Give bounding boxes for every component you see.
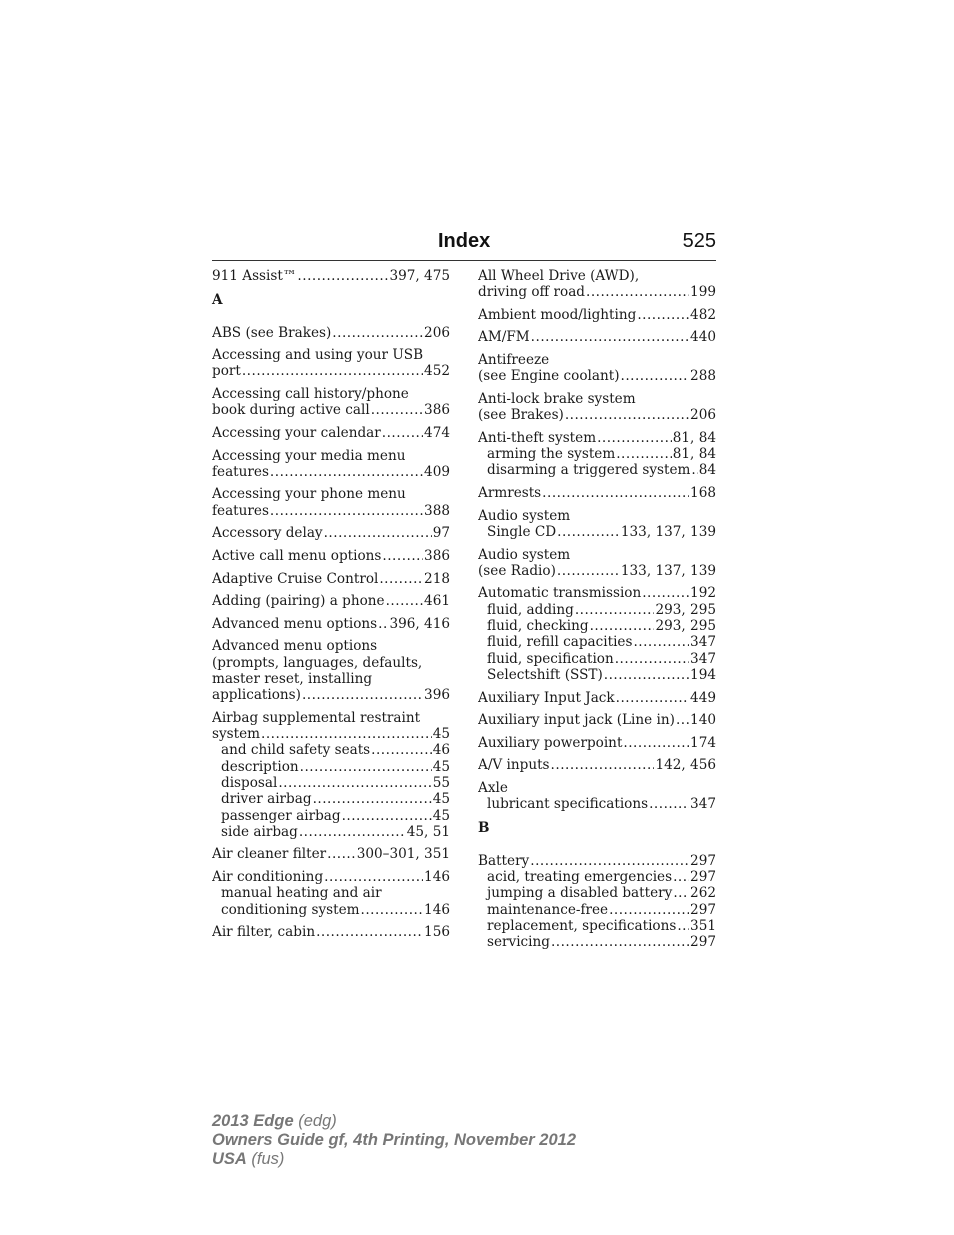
entry-term: Automatic transmission — [478, 585, 642, 602]
index-entry — [478, 712, 716, 728]
index-entry — [212, 710, 450, 840]
dot-leader — [673, 869, 689, 885]
entry-term: Auxiliary Input Jack — [478, 689, 615, 706]
index-entry — [212, 347, 450, 380]
entry-page-refs: 133, 137, 139 — [620, 562, 716, 579]
entry-term: Air conditioning — [212, 869, 324, 886]
index-subentry-line — [478, 618, 716, 634]
index-subentry-line — [212, 742, 450, 758]
dot-leader — [371, 402, 423, 418]
dot-leader — [542, 485, 689, 501]
entry-page-refs: 386 — [424, 547, 450, 564]
dot-leader — [586, 284, 689, 300]
index-entry-line — [212, 363, 450, 379]
entry-page-refs: 300–301, 351 — [356, 846, 450, 863]
entry-page-refs: 262 — [690, 885, 716, 902]
entry-page-refs: 397, 475 — [389, 268, 450, 284]
index-entry — [212, 924, 450, 940]
entry-page-refs: 351 — [690, 917, 716, 934]
index-subentry-line — [478, 602, 716, 618]
index-entry-line — [212, 548, 450, 564]
entry-term: passenger airbag — [221, 807, 341, 824]
dot-leader — [316, 924, 423, 940]
index-entry — [212, 846, 450, 862]
entry-page-refs: 297 — [690, 852, 716, 869]
entry-page-refs: 174 — [690, 734, 716, 751]
index-subentry-line — [478, 667, 716, 683]
index-entry — [478, 307, 716, 323]
entry-term: (see Brakes) — [478, 407, 564, 424]
index-section-letter: B — [478, 820, 490, 837]
index-entry-line — [212, 869, 450, 885]
entry-page-refs: 206 — [424, 324, 450, 341]
index-subentry-line — [478, 524, 716, 540]
index-entry — [212, 486, 450, 519]
entry-term: jumping a disabled battery — [487, 885, 673, 902]
entry-term: fluid, adding — [487, 601, 574, 618]
index-entry-line — [478, 329, 716, 345]
entry-term: Adaptive Cruise Control — [212, 570, 379, 587]
entry-page-refs: 206 — [690, 407, 716, 424]
entry-term: features — [212, 502, 269, 519]
index-subentry-line — [478, 918, 716, 934]
entry-page-refs: 474 — [424, 424, 450, 441]
index-column-right — [478, 268, 716, 957]
entry-term: features — [212, 463, 269, 480]
entry-page-refs: 46 — [432, 742, 450, 759]
entry-page-refs: 146 — [424, 901, 450, 918]
entry-term: book during active call — [212, 402, 370, 419]
index-entry — [212, 593, 450, 609]
entry-page-refs: 140 — [690, 712, 716, 729]
index-subentry-line — [212, 824, 450, 840]
index-subentry-line — [478, 885, 716, 901]
index-entry-line — [212, 726, 450, 742]
entry-term: fluid, checking — [487, 618, 589, 635]
index-entry-line — [478, 430, 716, 446]
entry-term: All Wheel Drive (AWD), — [478, 268, 640, 284]
entry-term: applications) — [212, 687, 301, 704]
dot-leader — [327, 846, 356, 862]
index-entry-line — [212, 655, 450, 671]
dot-leader — [551, 757, 655, 773]
dot-leader — [297, 268, 388, 284]
entry-term: Accessing your media menu — [212, 447, 406, 464]
index-entry — [478, 853, 716, 951]
footer-model-code: (edg) — [293, 1112, 337, 1130]
index-entry-line — [212, 571, 450, 587]
index-subentry-line — [212, 759, 450, 775]
entry-page-refs: 45, 51 — [406, 823, 450, 840]
index-entry-line — [478, 690, 716, 706]
index-subentry-line — [212, 791, 450, 807]
index-column-left — [212, 268, 450, 947]
index-entry — [478, 352, 716, 385]
entry-page-refs: 297 — [690, 901, 716, 918]
entry-page-refs: 45 — [432, 758, 450, 775]
entry-term: A/V inputs — [478, 757, 550, 774]
entry-term: (prompts, languages, defaults, — [212, 654, 423, 671]
entry-page-refs: 347 — [690, 634, 716, 651]
page-number: 525 — [682, 230, 716, 252]
entry-page-refs: 461 — [424, 593, 450, 610]
entry-page-refs: 293, 295 — [655, 601, 716, 618]
index-entry-line — [478, 757, 716, 773]
entry-page-refs: 45 — [432, 807, 450, 824]
dot-leader — [324, 869, 423, 885]
entry-term: (see Engine coolant) — [478, 368, 620, 385]
entry-term: disposal — [221, 774, 278, 791]
index-entry-line — [478, 712, 716, 728]
entry-term: Antifreeze — [478, 352, 550, 369]
entry-page-refs: 218 — [424, 570, 450, 587]
dot-leader — [270, 464, 423, 480]
entry-term: Airbag supplemental restraint — [212, 709, 421, 726]
entry-term: Advanced menu options — [212, 638, 378, 655]
dot-leader — [691, 462, 697, 478]
index-subentry-line — [478, 902, 716, 918]
index-entry-line — [212, 616, 450, 632]
index-entry — [212, 525, 450, 541]
entry-page-refs: 194 — [690, 666, 716, 683]
entry-term: Auxiliary powerpoint — [478, 734, 623, 751]
entry-page-refs: 97 — [432, 525, 450, 542]
index-entry-line — [212, 638, 450, 654]
footer-market-code: (fus) — [246, 1150, 285, 1168]
entry-term: Accessory delay — [212, 525, 323, 542]
entry-term: Armrests — [478, 485, 542, 502]
index-entry — [478, 547, 716, 580]
index-entry — [478, 391, 716, 424]
entry-term: Single CD — [487, 523, 557, 540]
entry-term: Air filter, cabin — [212, 924, 316, 941]
index-entry — [212, 616, 450, 632]
dot-leader — [313, 791, 432, 807]
entry-page-refs: 409 — [424, 463, 450, 480]
dot-leader — [557, 563, 620, 579]
index-subentry-line — [478, 462, 716, 478]
dot-leader — [575, 602, 655, 618]
index-entry-line — [212, 402, 450, 418]
dot-leader — [565, 407, 689, 423]
dot-leader — [676, 712, 689, 728]
index-entry-line — [212, 386, 450, 402]
dot-leader — [302, 687, 423, 703]
entry-page-refs: 347 — [690, 650, 716, 667]
entry-term: driving off road — [478, 284, 586, 301]
entry-page-refs: 388 — [424, 502, 450, 519]
entry-term: Anti-theft system — [478, 429, 597, 446]
index-entry — [478, 585, 716, 683]
dot-leader — [623, 735, 689, 751]
entry-term: driver airbag — [221, 791, 312, 808]
index-entry-line — [212, 448, 450, 464]
page-header — [212, 230, 716, 261]
index-entry — [478, 485, 716, 501]
index-entry-line — [478, 352, 716, 368]
entry-page-refs: 81, 84 — [672, 429, 716, 446]
index-subentry-line — [478, 651, 716, 667]
entry-term: Accessing your calendar — [212, 424, 381, 441]
entry-term: and child safety seats — [221, 742, 371, 759]
index-entry — [212, 325, 450, 341]
footer-market-line — [212, 1150, 576, 1169]
entry-page-refs: 168 — [690, 485, 716, 502]
dot-leader — [324, 525, 432, 541]
dot-leader — [386, 593, 423, 609]
dot-leader — [332, 325, 423, 341]
index-entry-line — [212, 687, 450, 703]
dot-leader — [557, 524, 620, 540]
index-entry — [478, 430, 716, 479]
index-entry — [212, 571, 450, 587]
index-entry-line — [212, 671, 450, 687]
index-entry-line — [478, 368, 716, 384]
entry-page-refs: 347 — [690, 796, 716, 813]
index-entry-line — [478, 563, 716, 579]
entry-term: maintenance-free — [487, 901, 609, 918]
index-entry-line — [478, 585, 716, 601]
entry-term: Anti-lock brake system — [478, 390, 636, 407]
dot-leader — [642, 585, 689, 601]
index-subentry-line — [478, 634, 716, 650]
dot-leader — [615, 651, 689, 667]
entry-term: lubricant specifications — [487, 796, 649, 813]
dot-leader — [270, 503, 423, 519]
entry-page-refs: 192 — [690, 585, 716, 602]
entry-term: Audio system — [478, 507, 571, 524]
dot-leader — [633, 634, 689, 650]
dot-leader — [616, 690, 689, 706]
index-entry-line — [212, 425, 450, 441]
dot-leader — [300, 759, 432, 775]
entry-page-refs: 396, 416 — [389, 615, 450, 632]
dot-leader — [609, 902, 689, 918]
index-entry — [212, 869, 450, 918]
dot-leader — [361, 902, 424, 918]
entry-term: Adding (pairing) a phone — [212, 593, 385, 610]
index-entry — [212, 448, 450, 481]
entry-page-refs: 288 — [690, 368, 716, 385]
entry-term: disarming a triggered system — [487, 462, 691, 479]
index-entry-line — [478, 284, 716, 300]
index-entry-line — [212, 268, 450, 284]
entry-term: Ambient mood/lighting — [478, 306, 637, 323]
entry-page-refs: 293, 295 — [655, 618, 716, 635]
index-entry-line — [212, 846, 450, 862]
entry-page-refs: 482 — [690, 306, 716, 323]
dot-leader — [371, 742, 432, 758]
entry-page-refs: 386 — [424, 402, 450, 419]
index-entry-line — [478, 485, 716, 501]
dot-leader — [597, 430, 672, 446]
entry-term: ABS (see Brakes) — [212, 324, 332, 341]
entry-term: acid, treating emergencies — [487, 869, 673, 886]
entry-page-refs: 133, 137, 139 — [620, 523, 716, 540]
entry-term: port — [212, 363, 241, 380]
entry-page-refs: 45 — [432, 791, 450, 808]
dot-leader — [604, 667, 689, 683]
entry-page-refs: 55 — [432, 774, 450, 791]
dot-leader — [621, 368, 690, 384]
entry-term: arming the system — [487, 446, 616, 463]
index-entry-line — [478, 391, 716, 407]
entry-page-refs: 156 — [424, 924, 450, 941]
dot-leader — [278, 775, 431, 791]
entry-page-refs: 199 — [690, 284, 716, 301]
footer-printing-line: Owners Guide gf, 4th Printing, November 2012 — [212, 1131, 576, 1149]
index-subentry-line — [478, 796, 716, 812]
entry-term: Selectshift (SST) — [487, 666, 603, 683]
index-entry-line — [212, 486, 450, 502]
index-subentry-line — [478, 869, 716, 885]
footer-model-line — [212, 1112, 576, 1131]
entry-term: Axle — [478, 779, 508, 796]
index-entry-line — [212, 464, 450, 480]
dot-leader — [379, 571, 423, 587]
index-entry-line — [212, 347, 450, 363]
entry-term: conditioning system — [221, 901, 360, 918]
index-entry-line — [478, 307, 716, 323]
index-entry-line — [212, 593, 450, 609]
entry-term: Accessing your phone menu — [212, 486, 406, 503]
dot-leader — [551, 934, 689, 950]
dot-leader — [299, 824, 406, 840]
dot-leader — [637, 307, 689, 323]
entry-term: Accessing and using your USB — [212, 347, 424, 364]
index-entry — [478, 757, 716, 773]
entry-page-refs: 81, 84 — [672, 446, 716, 463]
entry-term: Audio system — [478, 546, 571, 563]
index-subentry-line — [212, 902, 450, 918]
entry-term: fluid, refill capacities — [487, 634, 633, 651]
index-section-letter: A — [212, 292, 223, 309]
dot-leader — [677, 918, 689, 934]
index-entry-line — [478, 735, 716, 751]
dot-leader — [673, 885, 689, 901]
entry-term: Auxiliary input jack (Line in) — [478, 712, 675, 729]
entry-term: description — [221, 758, 299, 775]
entry-page-refs: 297 — [690, 934, 716, 951]
dot-leader — [590, 618, 655, 634]
index-entry-line — [478, 268, 716, 284]
index-entry — [478, 268, 716, 301]
index-entry-line — [212, 503, 450, 519]
index-subentry-line — [212, 775, 450, 791]
index-entry-line — [212, 525, 450, 541]
entry-page-refs: 142, 456 — [655, 757, 716, 774]
index-entry-line — [212, 710, 450, 726]
entry-page-refs: 396 — [424, 687, 450, 704]
index-entry-line — [212, 325, 450, 341]
index-entry — [478, 329, 716, 345]
index-entry — [478, 780, 716, 813]
footer-market: USA — [212, 1150, 247, 1168]
entry-term: master reset, installing — [212, 670, 373, 687]
index-subentry-line — [212, 808, 450, 824]
dot-leader — [378, 616, 388, 632]
index-entry-line — [212, 924, 450, 940]
dot-leader — [531, 329, 689, 345]
entry-page-refs: 84 — [698, 462, 716, 479]
entry-term: AM/FM — [478, 329, 530, 346]
index-entry — [478, 508, 716, 541]
entry-term: side airbag — [221, 823, 298, 840]
entry-term: manual heating and air — [221, 885, 382, 902]
index-entry-line — [478, 780, 716, 796]
entry-term: Air cleaner filter — [212, 846, 327, 863]
index-entry-line — [478, 547, 716, 563]
page-title: Index — [438, 230, 491, 252]
index-entry-line — [478, 407, 716, 423]
entry-page-refs: 452 — [424, 363, 450, 380]
entry-term: fluid, specification — [487, 650, 614, 667]
index-entry — [478, 735, 716, 751]
index-entry-line — [478, 853, 716, 869]
dot-leader — [649, 796, 689, 812]
entry-term: system — [212, 726, 261, 743]
footer-model: 2013 Edge — [212, 1112, 294, 1130]
page-footer — [212, 1112, 576, 1169]
dot-leader — [616, 446, 672, 462]
entry-term: (see Radio) — [478, 562, 556, 579]
entry-term: servicing — [487, 934, 550, 951]
index-entry — [212, 548, 450, 564]
index-entry — [478, 690, 716, 706]
entry-term: Active call menu options — [212, 547, 382, 564]
entry-term: 911 Assist™ — [212, 268, 297, 284]
entry-page-refs: 45 — [432, 726, 450, 743]
index-subentry-line — [478, 446, 716, 462]
index-subentry-line — [212, 885, 450, 901]
entry-term: replacement, specifications — [487, 917, 677, 934]
dot-leader — [382, 548, 423, 564]
dot-leader — [261, 726, 432, 742]
dot-leader — [530, 853, 689, 869]
entry-term: Accessing call history/phone — [212, 386, 409, 403]
index-entry — [212, 386, 450, 419]
index-entry-line — [478, 508, 716, 524]
index-subentry-line — [478, 934, 716, 950]
dot-leader — [342, 808, 432, 824]
index-entry — [212, 638, 450, 703]
index-entry — [212, 425, 450, 441]
entry-term: Battery — [478, 852, 530, 869]
entry-page-refs: 146 — [424, 869, 450, 886]
dot-leader — [242, 363, 423, 379]
entry-page-refs: 440 — [690, 329, 716, 346]
dot-leader — [382, 425, 423, 441]
entry-page-refs: 449 — [690, 689, 716, 706]
entry-term: Advanced menu options — [212, 615, 378, 632]
index-entry — [212, 268, 450, 284]
entry-page-refs: 297 — [690, 869, 716, 886]
